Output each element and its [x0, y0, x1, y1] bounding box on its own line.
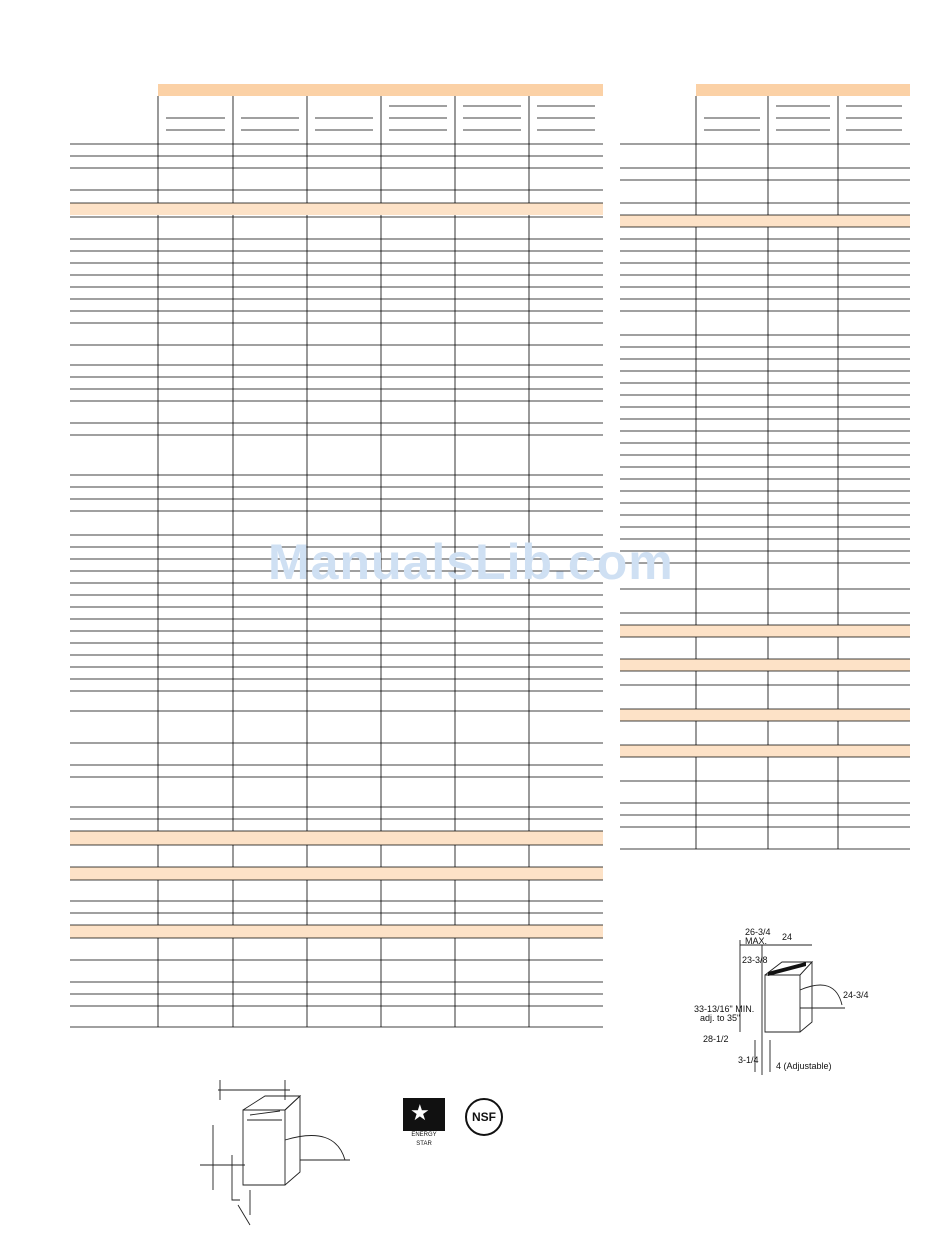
section-band	[70, 831, 603, 845]
watermark: ManualsLib.com	[268, 534, 674, 590]
handle-bar	[250, 1111, 280, 1115]
section-band	[620, 745, 910, 757]
dim-label: 24	[782, 932, 793, 942]
dim-label: 24-3/4	[843, 990, 869, 1000]
dim-label: 28-1/2	[703, 1034, 729, 1044]
header-band	[158, 84, 603, 96]
dim-label: 26-3/4	[745, 927, 771, 937]
dishwasher-side	[800, 962, 812, 1032]
dim-line	[218, 1080, 290, 1100]
dim-label: 23-3/8	[742, 955, 768, 965]
section-band	[620, 625, 910, 637]
dishwasher-side	[285, 1096, 300, 1185]
dim-label: MAX.	[745, 936, 768, 946]
door-swing-arc	[285, 1136, 345, 1161]
door-swing-arc	[800, 985, 842, 1005]
header-band	[696, 84, 910, 96]
section-band	[620, 709, 910, 721]
nsf-logo: NSF	[465, 1098, 503, 1136]
section-band	[620, 215, 910, 227]
toe-kick	[232, 1155, 240, 1200]
section-band	[70, 867, 603, 880]
handle-bar	[768, 962, 806, 976]
dim-label: 3-1/4	[738, 1055, 759, 1065]
energy-star-caption: ENERGY STAR	[403, 1130, 445, 1140]
dim-line	[238, 1190, 250, 1225]
section-band	[70, 203, 603, 215]
dishwasher-body	[243, 1110, 285, 1185]
dishwasher-top	[243, 1096, 300, 1110]
section-band	[70, 925, 603, 938]
section-band	[620, 659, 910, 671]
star-icon: ★	[410, 1100, 430, 1125]
dim-label: 33-13/16" MIN.	[694, 1004, 755, 1014]
dim-label: 4 (Adjustable)	[776, 1061, 832, 1071]
dim-label: adj. to 35"	[700, 1013, 741, 1023]
dim-line	[200, 1125, 245, 1190]
dishwasher-body	[765, 975, 800, 1032]
energy-star-logo	[403, 1098, 445, 1147]
